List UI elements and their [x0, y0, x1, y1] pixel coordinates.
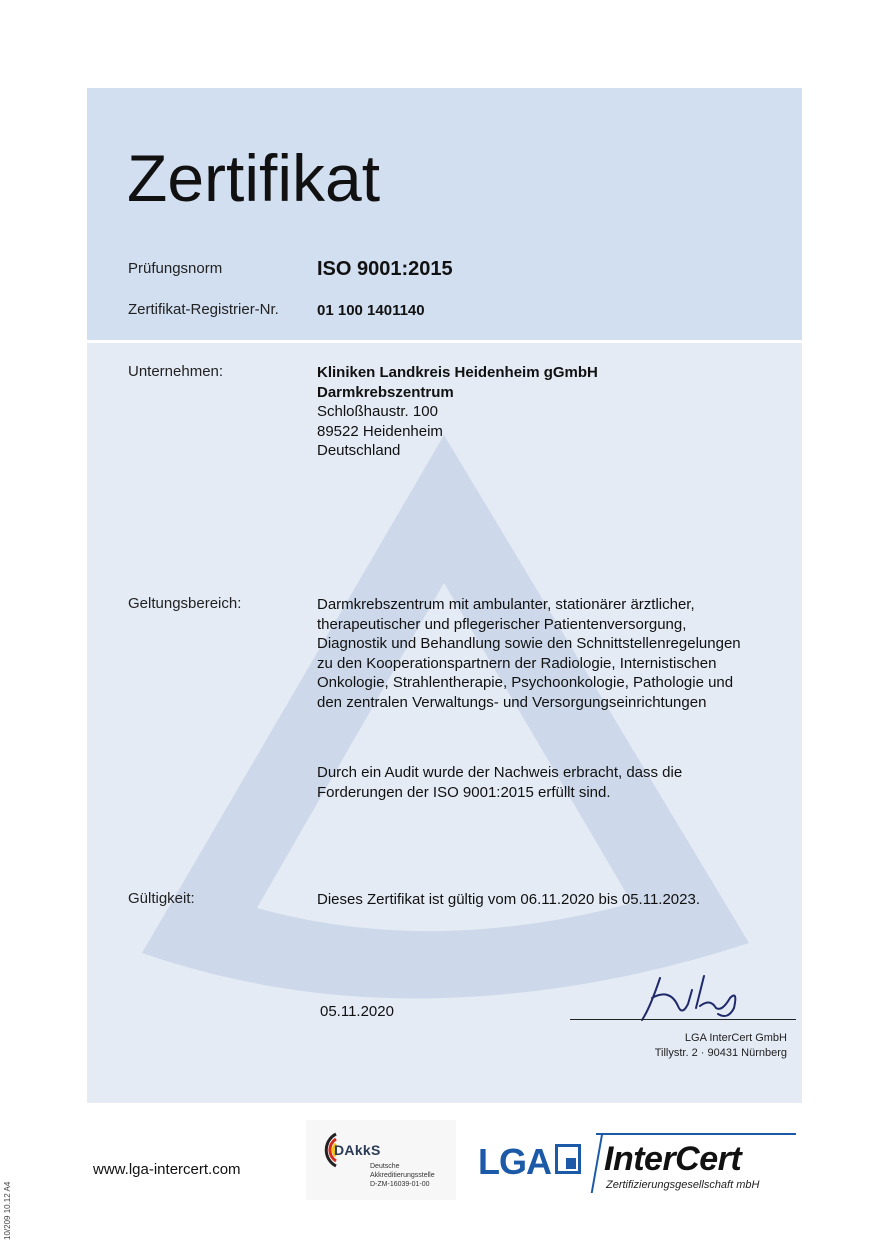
registration-value: 01 100 1401140 — [317, 302, 425, 319]
company-city: 89522 Heidenheim — [317, 422, 443, 440]
intercert-logo-text: InterCert — [604, 1140, 742, 1178]
scope-line: Onkologie, Strahlentherapie, Psychoonkologie, Pathologie und — [317, 674, 734, 691]
logo-top-bar — [596, 1133, 796, 1135]
signature-line — [570, 1019, 796, 1020]
company-unit: Darmkrebszentrum — [317, 383, 454, 401]
issuer-address: Tillystr. 2 · 90431 Nürnberg — [654, 1047, 787, 1059]
validity-text: Dieses Zertifikat ist gültig vom 06.11.2020 bis 05.11.2023. — [317, 891, 700, 908]
scope-label: Geltungsbereich: — [128, 595, 242, 612]
dakks-line: D-ZM-16039-01-00 — [370, 1181, 430, 1188]
company-name: Kliniken Landkreis Heidenheim gGmbH — [317, 364, 598, 381]
issuer-name: LGA InterCert GmbH — [684, 1032, 787, 1044]
company-label: Unternehmen: — [128, 363, 224, 380]
company-street: Schloßhaustr. 100 — [317, 403, 438, 420]
logo-slash — [591, 1133, 604, 1193]
signature-date: 05.11.2020 — [320, 1003, 394, 1020]
audit-line: Durch ein Audit wurde der Nachweis erbracht, dass die — [317, 764, 683, 781]
issuer-block — [655, 1031, 787, 1061]
standard-value: ISO 9001:2015 — [317, 258, 453, 280]
scope-line: den zentralen Verwaltungs- und Versorgungseinrichtungen — [317, 693, 707, 711]
scope-line: therapeutischer und pflegerischer Patientenversorgung, — [317, 615, 687, 633]
lga-logo-text: LGA — [478, 1141, 551, 1182]
company-block — [317, 363, 598, 461]
scope-text — [317, 595, 741, 712]
audit-statement — [317, 763, 682, 802]
audit-line: Forderungen der ISO 9001:2015 erfüllt sind. — [317, 783, 611, 801]
intercert-subtitle: Zertifizierungsgesellschaft mbH — [606, 1179, 760, 1191]
scope-line: Diagnostik und Behandlung sowie den Schnittstellenregelungen — [317, 635, 741, 652]
dakks-subtitle — [370, 1162, 435, 1189]
certificate-title: Zertifikat — [127, 141, 381, 215]
company-country: Deutschland — [317, 442, 401, 459]
website-link[interactable]: www.lga-intercert.com — [93, 1161, 241, 1178]
standard-label: Prüfungsnorm — [128, 260, 223, 277]
dakks-line: Deutsche — [370, 1163, 400, 1170]
scope-line: Darmkrebszentrum mit ambulanter, stationärer ärztlicher, — [317, 596, 695, 613]
registration-label: Zertifikat-Registrier-Nr. — [128, 301, 279, 318]
scope-line: zu den Kooperationspartnern der Radiologie, Internistischen — [317, 654, 717, 672]
validity-label: Gültigkeit: — [128, 890, 195, 907]
lga-square-icon — [555, 1144, 581, 1174]
dakks-line: Akkreditierungsstelle — [370, 1172, 435, 1179]
side-code: 10/209 10.12 A4 — [3, 1181, 12, 1240]
dakks-logo-text: DAkkS — [334, 1142, 381, 1158]
